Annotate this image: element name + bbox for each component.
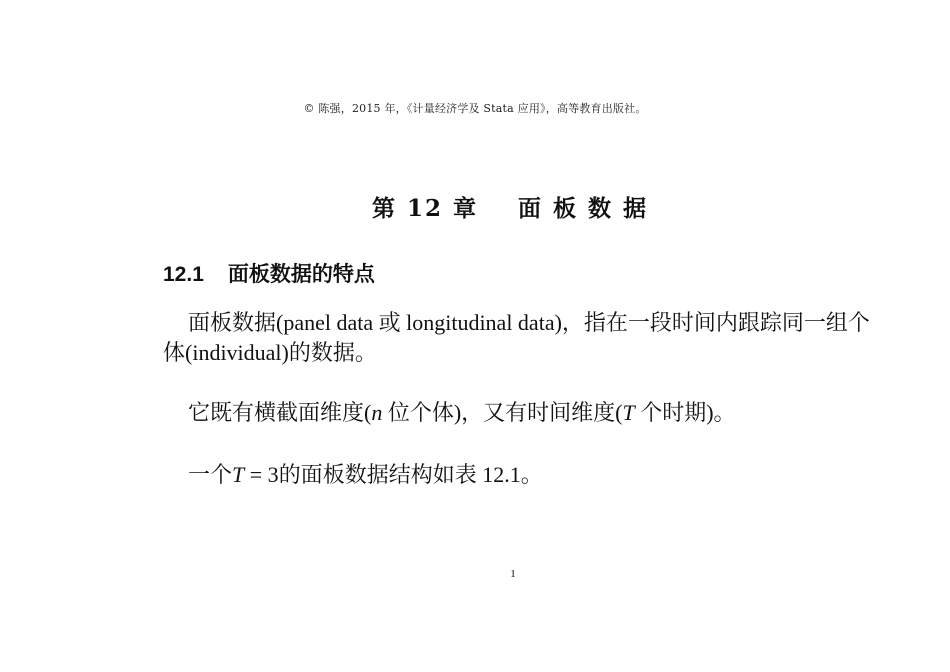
math-variable-T: T bbox=[232, 462, 245, 487]
paragraph-dimensions-text-1: 它既有横截面维度( bbox=[188, 400, 372, 425]
paragraph-dimensions bbox=[163, 398, 873, 428]
variable-T: T bbox=[622, 400, 635, 425]
variable-n: n bbox=[371, 400, 383, 425]
section-number: 12.1 bbox=[163, 263, 204, 286]
chapter-title: 第 12 章 面 板 数 据 bbox=[371, 195, 649, 222]
paragraph-example bbox=[163, 460, 873, 490]
page-number: 1 bbox=[510, 568, 516, 580]
math-equals-three: = 3 bbox=[244, 462, 279, 487]
section-title: 面板数据的特点 bbox=[227, 261, 375, 286]
paragraph-example-text-1: 一个 bbox=[188, 462, 233, 487]
copyright-notice: © 陈强，2015 年，《计量经济学及 Stata 应用》，高等教育出版社。 bbox=[303, 102, 647, 115]
paragraph-definition: 面板数据(panel data 或 longitudinal data)，指在一段时间内跟踪同一组个体(individual)的数据。 bbox=[163, 310, 870, 365]
math-expression bbox=[232, 462, 279, 487]
paragraph-dimensions-text-2: 位个体)，又有时间维度( bbox=[382, 400, 623, 425]
paragraph-dimensions-text-3: 个时期)。 bbox=[634, 400, 736, 425]
paragraph-example-text-2: 的面板数据结构如表 12.1。 bbox=[278, 462, 543, 487]
section-heading bbox=[163, 258, 375, 288]
